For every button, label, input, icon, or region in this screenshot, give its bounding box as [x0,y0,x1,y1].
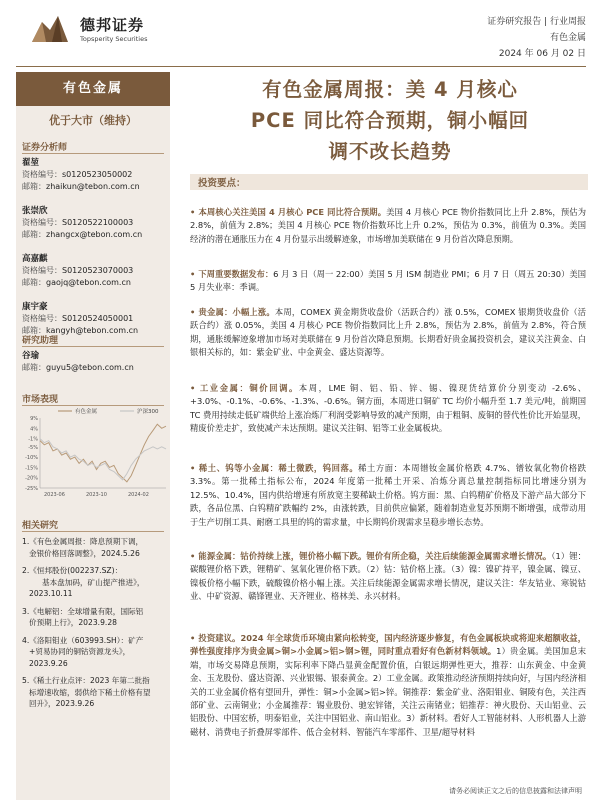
bullet-industrial-metals: • 工业金属：铜价回调。本周，LME 铜、铝、铅、锌、锡、镍现货结算价分别变动 -2.6%、+3.0%、-0.1%、-0.6%、-1.3%、-0.6%。铜方面，本周进口铜矿 TC 均价小幅升至 1.7 美元/吨，前期国 TC 费用持续走低矿端供给上涨冶炼厂利润受影响导致的减产预期，由于粗铜、废铜的替代性价比开始显现，精废价差走扩，致使减产未达预期。建议关注铜、铝等工业金属板块。 [190,383,586,434]
analyst-email[interactable]: zhaikun@tebon.com.cn [46,182,140,191]
series-line [40,424,166,482]
assistant-block: 谷瑜 邮箱：guyu5@tebon.com.cn [22,351,134,372]
assistant-title: 研究助理 [22,336,59,346]
chart-legend [58,407,159,415]
x-tick-label: 2023-06 [44,492,65,498]
related-divider [22,531,164,532]
y-tick-label: 4% [30,426,38,433]
bullet-dot-icon: • [190,269,196,279]
bullet-dot-icon: • [190,551,196,561]
analyst-block: 翟堃 资格编号：s0120523050002 邮箱：zhaikun@tebon.com.cn [22,158,140,191]
header-meta [487,14,586,62]
assistant-name: 谷瑜 [22,351,40,361]
y-tick-label: -1% [28,436,38,443]
series-line [40,439,166,480]
company-name-en: Topsperity Securities [80,35,148,43]
analyst-name: 康宇豪 [22,302,48,312]
legend-label: 有色金属 [75,409,98,415]
market-performance-chart [18,406,170,500]
related-report-item[interactable]: 5.《稀土行业点评：2023 年第二批指 标增速收缩，弱供给下稀土价格有望 回升》，2023.9.26 [22,676,151,708]
disclaimer-footer: 请务必阅读正文之后的信息披露和法律声明 [449,787,582,795]
related-list [22,536,170,716]
company-name: 德邦证券 [80,16,145,34]
bullet-dot-icon: • [190,207,196,217]
analyst-id: S0120522100003 [62,218,134,227]
market-title: 市场表现 [22,395,59,405]
analyst-id: S0120524050001 [62,314,134,323]
bullet-investment-advice: • 投资建议。2024 年全球货币环境由紧向松转变，国内经济逐步修复，有色金属板块或将迎来超额收益，弹性强度排序为贵金属>铜>小金属>铝>钢>锂，同时重点看好有色新材料领域。1）贵金属。美国加息末端，市场交易降息预期，实际利率下降凸显黄金配置价值，白银远期弹性更大，推荐：山东黄金、中金黄金、玉龙股份、盛达资源、兴业银锡、银泰黄金。2）工业金属。政策推动经济预期持续向好，与国内经济相关的工业金属价格有望回升，弹性：铜>小金属>铝>锌。铜推荐：紫金矿业、洛阳钼业、铜陵有色，关注西部矿业、云南铜业；小金属推荐：锡业股份、驰宏锌锗，关注云南锗业；铝推荐：神火股份、天山铝业、云铝股份、中国宏桥，明泰铝业，关注中国铝业、南山铝业。3）新材料。看好人工智能材料、人形机器人上游磁材、消费电子折叠屏零部件、低合金材料、智能汽车零部件、卫星/超导材料 [190,633,586,737]
y-tick-label: -5% [28,444,38,451]
sector-box: 有色金属 [16,72,170,106]
bullet-core-focus: • 本周核心关注美国 4 月核心 PCE 同比符合预期。美国 4 月核心 PCE 物价指数同比上升 2.8%，预估为 2.8%，前值为 2.8%；美国 4 月核心 PCE 物价指数环比上升 0.2%，预估为 0.3%，前值为 0.3%。美国经济的潜在通胀压力在 4 月份显示出缓解迹象，市场增加美联储在 9 月份首次降息预期。 [190,207,586,244]
chart-axes [25,416,166,498]
report-type: 证券研究报告 | 行业周报 [487,17,586,27]
analyst-name: 翟堃 [22,158,40,168]
bullet-rare-earth: • 稀土、钨等小金属：稀土微跌，钨回落。稀土方面：本周镨钕金属价格跌 4.7%、镨钕氧化物价格跌 3.3%。第一批稀土指标公布，2024 年度第一批稀土开采、冶炼分离总量控制指标同比增速分别为 12.5%、10.4%，国内供给增速有所放宽主要稀缺土价格。钨方面：黑、白钨精矿价格及下游产品大部分下跌，各品位黑、白钨精矿跌幅约 2%，由涨转跌，目前供应偏紧，随着制造业复苏预期不断增强，成带动用于生产切削工具、耐磨工具里的钨的需求量，中长期钨价现需求呈稳步增长态势。 [190,463,586,527]
bullet-energy-metals: • 能源金属：钴价持续上涨，锂价格小幅下跌。锂价有所企稳，关注后续能源金属需求增长情况。（1）锂：碳酸锂价格下跌，锂精矿、氢氧化锂价格下跌。（2）钴：钴价格上涨。（3）镍：镍矿持平，镍金属、镍豆、镍板价格小幅下跌，硫酸镍价格小幅上涨。关注后续能源金属需求增长情况，建议关注：华友钴业、寒锐钴业、中矿资源、赣锋锂业、天齐锂业、格林美、永兴材料。 [190,551,586,602]
bullet-data-release: • 下周重要数据发布：6 月 3 日（周一 22:00）美国 5 月 ISM 制造业 PMI；6 月 7 日（周五 20:30）美国 5 月失业率：季调。 [190,269,586,293]
analyst-email[interactable]: kangyh@tebon.com.cn [46,326,139,335]
key-points-bar [190,174,588,190]
analyst-email[interactable]: gaojq@tebon.com.cn [46,278,131,287]
analysts-divider [22,153,164,154]
y-tick-label: 9% [30,416,38,422]
analyst-block: 高嘉麒 资格编号：S0120523070003 邮箱：gaojq@tebon.com.cn [22,254,134,287]
report-title: 有色金属周报：美 4 月核心 PCE 同比符合预期，铜小幅回 调不改长趋势 [250,78,530,163]
related-report-item[interactable]: 4.《洛阳钼业（603993.SH）：矿产 +贸易协同的铜钴资源龙头》， 2023.9.26 [22,635,144,668]
key-points-label: 投资要点： [198,178,246,189]
rating: 优于大市（维持） [49,114,137,127]
bullet-dot-icon: • [190,463,196,473]
bullet-dot-icon: • [190,633,196,643]
bullet-precious-metals: • 贵金属：小幅上涨。本周，COMEX 黄金期货收盘价（活跃合约）涨 0.5%，COMEX 银期货收盘价（活跃合约）涨 0.05%，美国 4 月核心 PCE 物价指数同比上升 2.8%，预估为 2.8%，前值为 2.8%，符合预期，通胀缓解迹象增加市场对美联储在 9 月份首次降息预期。长期看好贵金属投资机会，建议关注黄金、白银相关标的，如：紫金矿业、中金黄金、盛达资源等。 [190,307,586,358]
x-tick-label: 2023-10 [86,492,107,498]
y-tick-label: -15% [25,465,38,472]
bullet-dot-icon: • [190,383,196,393]
analyst-name: 高嘉麒 [22,254,48,264]
analyst-id: S0120523070003 [62,266,134,275]
header-divider [16,66,586,67]
related-report-item[interactable]: 2.《恒邦股份(002237.SZ)： 基本盘加码，矿山提产推进》， 2023.10.11 [22,566,145,598]
y-tick-label: -20% [25,475,38,482]
chart-series [40,424,166,482]
analyst-email[interactable]: zhangcx@tebon.com.cn [46,230,143,239]
analysts-title: 证券分析师 [22,143,68,153]
report-date: 2024 年 06 月 02 日 [498,49,586,59]
related-title: 相关研究 [22,521,59,531]
related-report-item[interactable]: 1.《有色金属周报：降息预期下调， 金银价格回落调整》，2024.5.26 [22,537,144,558]
related-report-item[interactable]: 3.《电解铝：全球增量有限，国际铝 价预期上行》，2023.9.28 [22,606,144,627]
analyst-id: s0120523050002 [62,170,133,179]
analyst-block: 康宇豪 资格编号：S0120524050001 邮箱：kangyh@tebon.com.cn [22,302,139,335]
analyst-list [22,157,170,349]
company-logo-icon [28,12,72,46]
y-tick-label: -10% [25,455,38,462]
header-sector: 有色金属 [549,33,586,43]
assistant-divider [22,346,164,347]
legend-label: 沪深300 [137,409,159,415]
x-tick-label: 2024-02 [128,492,149,498]
analyst-block: 张崇欣 资格编号：S0120522100003 邮箱：zhangcx@tebon.com.cn [22,206,143,239]
y-tick-label: -25% [25,486,38,492]
assistant-email[interactable]: guyu5@tebon.com.cn [46,363,134,372]
bullet-dot-icon: • [190,307,196,317]
analyst-name: 张崇欣 [22,206,48,216]
